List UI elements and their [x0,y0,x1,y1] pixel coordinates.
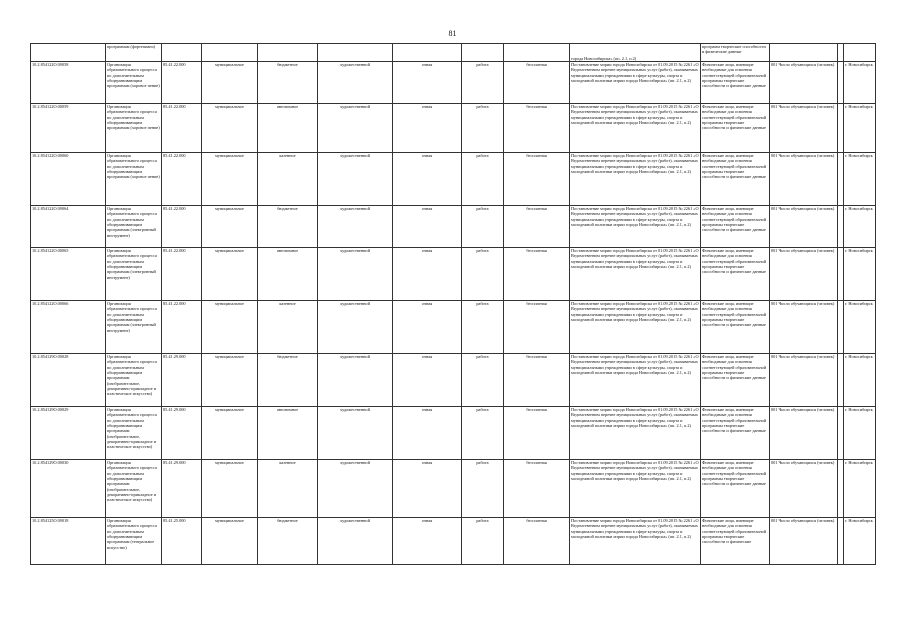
cell-indicator: 001 Число обучающихся (человек) [770,518,838,565]
cell-pay: бесплатная [504,354,570,407]
cell-okved: 85.41.22.000 [162,206,202,248]
cell-level: муниципальное [202,301,258,354]
cell-type [258,44,318,62]
cell-form: очная [393,153,462,206]
cell-consumers: Физические лица, имеющие необходимые для освоения соответствующей образовательной программы творческие способности и физические данные [701,153,770,206]
cell-place: г. Новосибирск [844,62,876,104]
cell-indicator: 001 Число обучающихся (человек) [770,301,838,354]
cell-direction: художественной [318,206,393,248]
cell-form: очная [393,407,462,460]
cell-type: автономное [258,248,318,301]
cell-level: муниципальное [202,354,258,407]
cell-program: программам (фортепиано) [106,44,162,62]
cell-level: муниципальное [202,248,258,301]
cell-direction: художественной [318,62,393,104]
cell-level [202,44,258,62]
cell-indicator: 001 Число обучающихся (человек) [770,206,838,248]
cell-act: города Новосибирска» (пп. 2.1, п.2) [570,44,701,62]
cell-type: бюджетное [258,518,318,565]
cell-form: очная [393,301,462,354]
cell-direction: художественной [318,153,393,206]
cell-act: Постановление мэрии города Новосибирска от 01.09.2015 № 2261 «О Ведомственном перечне муниципальных услуг (работ), оказываемых муниципальными учреждениями в сфере культуры, спорта и молодежной политики мэрии города Новосибирска» (пп. 2.1, п.2) [570,407,701,460]
cell-kind: работа [462,354,504,407]
table-row [31,407,876,460]
cell-consumers: Физические лица, имеющие необходимые для освоения соответствующей образовательной программы творческие способности и физические данные [701,407,770,460]
cell-type: бюджетное [258,62,318,104]
cell-act: Постановление мэрии города Новосибирска от 01.09.2015 № 2261 «О Ведомственном перечне муниципальных услуг (работ), оказываемых муниципальными учреждениями в сфере культуры, спорта и молодежной политики мэрии города Новосибирска» (пп. 2.1, п.2) [570,460,701,518]
cell-place: г. Новосибирск [844,407,876,460]
cell-indicator [770,44,838,62]
services-register-table [30,43,876,565]
cell-type: казенное [258,460,318,518]
cell-code: 10.2.854129О.00028 [31,354,106,407]
cell-place: г. Новосибирск [844,248,876,301]
table-row [31,460,876,518]
cell-name: Организация образовательного процесса по дополнительным общеразвивающим программам (изобразительное, декоративно-прикладное и пластическое искусство) [106,407,162,460]
cell-pay: бесплатная [504,248,570,301]
cell-direction: художественной [318,301,393,354]
cell-name: Организация образовательного процесса по дополнительным общеразвивающим программам (изобразительное, декоративно-прикладное и пластическое искусство) [106,354,162,407]
cell-level: муниципальное [202,62,258,104]
cell-place: г. Новосибирск [844,104,876,153]
cell-type: автономное [258,407,318,460]
cell-kind: работа [462,460,504,518]
cell-kind: работа [462,206,504,248]
cell-form: очная [393,248,462,301]
cell-code [31,44,106,62]
cell-code: 10.2.854129О.00030 [31,460,106,518]
cell-place: г. Новосибирск [844,460,876,518]
cell-okved: 85.41.29.000 [162,354,202,407]
table-row [31,62,876,104]
cell-code: 10.2.854122О.00065 [31,248,106,301]
cell-name: Организация образовательного процесса по дополнительным общеразвивающим программам (электронный инструмент) [106,248,162,301]
cell-indicator: 001 Число обучающихся (человек) [770,104,838,153]
cell-place: г. Новосибирск [844,206,876,248]
table-row [31,354,876,407]
cell-level: муниципальное [202,206,258,248]
cell-kind [462,44,504,62]
cell-act: Постановление мэрии города Новосибирска от 01.09.2015 № 2261 «О Ведомственном перечне муниципальных услуг (работ), оказываемых муниципальными учреждениями в сфере культуры, спорта и молодежной политики мэрии города Новосибирска» (пп. 2.1, п.2) [570,62,701,104]
cell-direction: художественной [318,407,393,460]
cell-direction [318,44,393,62]
cell-pay: бесплатная [504,460,570,518]
table-row [31,206,876,248]
cell-kind: работа [462,407,504,460]
cell-okved: 85.41.22.000 [162,248,202,301]
cell-consumers: Физические лица, имеющие необходимые для освоения соответствующей образовательной программы творческие способности и физические данные [701,354,770,407]
cell-pay: бесплатная [504,104,570,153]
cell-name: Организация образовательного процесса по дополнительным общеразвивающим программам (электронный инструмент) [106,206,162,248]
table-row [31,301,876,354]
cell-place: г. Новосибирск [844,518,876,565]
cell-kind: работа [462,104,504,153]
cell-pay: бесплатная [504,62,570,104]
cell-okved: 85.41.22.000 [162,153,202,206]
cell-form: очная [393,206,462,248]
cell-okved: 85.41.22.000 [162,62,202,104]
cell-name: Организация образовательного процесса по дополнительным общеразвивающим программам (электронный инструмент) [106,301,162,354]
cell-level: муниципальное [202,153,258,206]
cell-act: Постановление мэрии города Новосибирска от 01.09.2015 № 2261 «О Ведомственном перечне муниципальных услуг (работ), оказываемых муниципальными учреждениями в сфере культуры, спорта и молодежной политики мэрии города Новосибирска» (пп. 2.1, п.2) [570,354,701,407]
cell-form: очная [393,104,462,153]
cell-pay: бесплатная [504,518,570,565]
cell-indicator: 001 Число обучающихся (человек) [770,153,838,206]
cell-place [844,44,876,62]
cell-consumers: Физические лица, имеющие необходимые для освоения соответствующей образовательной программы творческие способности и физические данные [701,62,770,104]
cell-code: 10.2.854125О.00018 [31,518,106,565]
cell-direction: художественной [318,460,393,518]
cell-form: очная [393,354,462,407]
cell-name: Организация образовательного процесса по дополнительным общеразвивающим программам (изобразительное, декоративно-прикладное и пластическое искусство) [106,460,162,518]
cell-indicator: 001 Число обучающихся (человек) [770,354,838,407]
page-number: 81 [448,29,457,38]
table-body [31,44,876,565]
cell-form: очная [393,62,462,104]
cell-code: 10.2.854122О.00060 [31,153,106,206]
cell-type: бюджетное [258,354,318,407]
cell-act: Постановление мэрии города Новосибирска от 01.09.2015 № 2261 «О Ведомственном перечне муниципальных услуг (работ), оказываемых муниципальными учреждениями в сфере культуры, спорта и молодежной политики мэрии города Новосибирска» (пп. 2.1, п.2) [570,104,701,153]
cell-indicator: 001 Число обучающихся (человек) [770,62,838,104]
cell-level: муниципальное [202,407,258,460]
cell-act: Постановление мэрии города Новосибирска от 01.09.2015 № 2261 «О Ведомственном перечне муниципальных услуг (работ), оказываемых муниципальными учреждениями в сфере культуры, спорта и молодежной политики мэрии города Новосибирска» (пп. 2.1, п.2) [570,206,701,248]
cell-code: 10.2.854122О.00059 [31,104,106,153]
cell-okved: 85.41.29.000 [162,460,202,518]
cell-okved: 85.41.22.000 [162,104,202,153]
cell-level: муниципальное [202,104,258,153]
cell-pay: бесплатная [504,301,570,354]
cell-form: очная [393,460,462,518]
cell-okved [162,44,202,62]
cell-pay [504,44,570,62]
cell-act: Постановление мэрии города Новосибирска от 01.09.2015 № 2261 «О Ведомственном перечне муниципальных услуг (работ), оказываемых муниципальными учреждениями в сфере культуры, спорта и молодежной политики мэрии города Новосибирска» (пп. 2.1, п.2) [570,518,701,565]
cell-level: муниципальное [202,460,258,518]
cell-kind: работа [462,62,504,104]
table-row-continued [31,44,876,62]
cell-indicator: 001 Число обучающихся (человек) [770,407,838,460]
cell-type: бюджетное [258,206,318,248]
cell-direction: художественной [318,518,393,565]
cell-name: Организация образовательного процесса по дополнительным общеразвивающим программам (хоровое пение) [106,104,162,153]
cell-indicator: 001 Число обучающихся (человек) [770,248,838,301]
cell-name: Организация образовательного процесса по дополнительным общеразвивающим программам (хоровое пение) [106,62,162,104]
cell-consumers: программ творческие способности и физические данные [701,44,770,62]
cell-pay: бесплатная [504,407,570,460]
cell-okved: 85.41.25.000 [162,518,202,565]
cell-direction: художественной [318,104,393,153]
cell-level: муниципальное [202,518,258,565]
table-row [31,153,876,206]
cell-okved: 85.41.29.000 [162,407,202,460]
cell-act: Постановление мэрии города Новосибирска от 01.09.2015 № 2261 «О Ведомственном перечне муниципальных услуг (работ), оказываемых муниципальными учреждениями в сфере культуры, спорта и молодежной политики мэрии города Новосибирска» (пп. 2.1, п.2) [570,153,701,206]
cell-direction: художественной [318,248,393,301]
cell-pay: бесплатная [504,153,570,206]
cell-act: Постановление мэрии города Новосибирска от 01.09.2015 № 2261 «О Ведомственном перечне муниципальных услуг (работ), оказываемых муниципальными учреждениями в сфере культуры, спорта и молодежной политики мэрии города Новосибирска» (пп. 2.1, п.2) [570,248,701,301]
cell-consumers: Физические лица, имеющие необходимые для освоения соответствующей образовательной программы творческие способности и физические данные [701,248,770,301]
cell-consumers: Физические лица, имеющие необходимые для освоения соответствующей образовательной программы творческие способности и физические данные [701,301,770,354]
table-row [31,248,876,301]
table-row [31,104,876,153]
cell-type: автономное [258,104,318,153]
cell-kind: работа [462,301,504,354]
cell-place: г. Новосибирск [844,354,876,407]
cell-consumers: Физические лица, имеющие необходимые для освоения соответствующей образовательной программы творческие способности и физические данные [701,206,770,248]
cell-place: г. Новосибирск [844,301,876,354]
cell-consumers: Физические лица, имеющие необходимые для освоения соответствующей образовательной программы творческие способности и физические данные [701,104,770,153]
cell-kind: работа [462,153,504,206]
cell-pay: бесплатная [504,206,570,248]
table-row [31,518,876,565]
cell-code: 10.2.854129О.00029 [31,407,106,460]
cell-code: 10.2.854122О.00066 [31,301,106,354]
cell-okved: 85.41.22.000 [162,301,202,354]
cell-type: казенное [258,153,318,206]
cell-form [393,44,462,62]
cell-consumers: Физические лица, имеющие необходимые для освоения соответствующей образовательной программы творческие способности и физические данные [701,460,770,518]
cell-kind: работа [462,248,504,301]
cell-form: очная [393,518,462,565]
cell-consumers: Физические лица, имеющие необходимые для освоения соответствующей образовательной программы творческие способности и физические [701,518,770,565]
cell-name: Организация образовательного процесса по дополнительным общеразвивающим программам (театральное искусство) [106,518,162,565]
cell-kind: работа [462,518,504,565]
cell-type: казенное [258,301,318,354]
cell-indicator: 001 Число обучающихся (человек) [770,460,838,518]
cell-code: 10.2.854122О.00064 [31,206,106,248]
cell-place: г. Новосибирск [844,153,876,206]
cell-act: Постановление мэрии города Новосибирска от 01.09.2015 № 2261 «О Ведомственном перечне муниципальных услуг (работ), оказываемых муниципальными учреждениями в сфере культуры, спорта и молодежной политики мэрии города Новосибирска» (пп. 2.1, п.2) [570,301,701,354]
cell-code: 10.2.854122О.00058 [31,62,106,104]
cell-name: Организация образовательного процесса по дополнительным общеразвивающим программам (хоровое пение) [106,153,162,206]
cell-direction: художественной [318,354,393,407]
